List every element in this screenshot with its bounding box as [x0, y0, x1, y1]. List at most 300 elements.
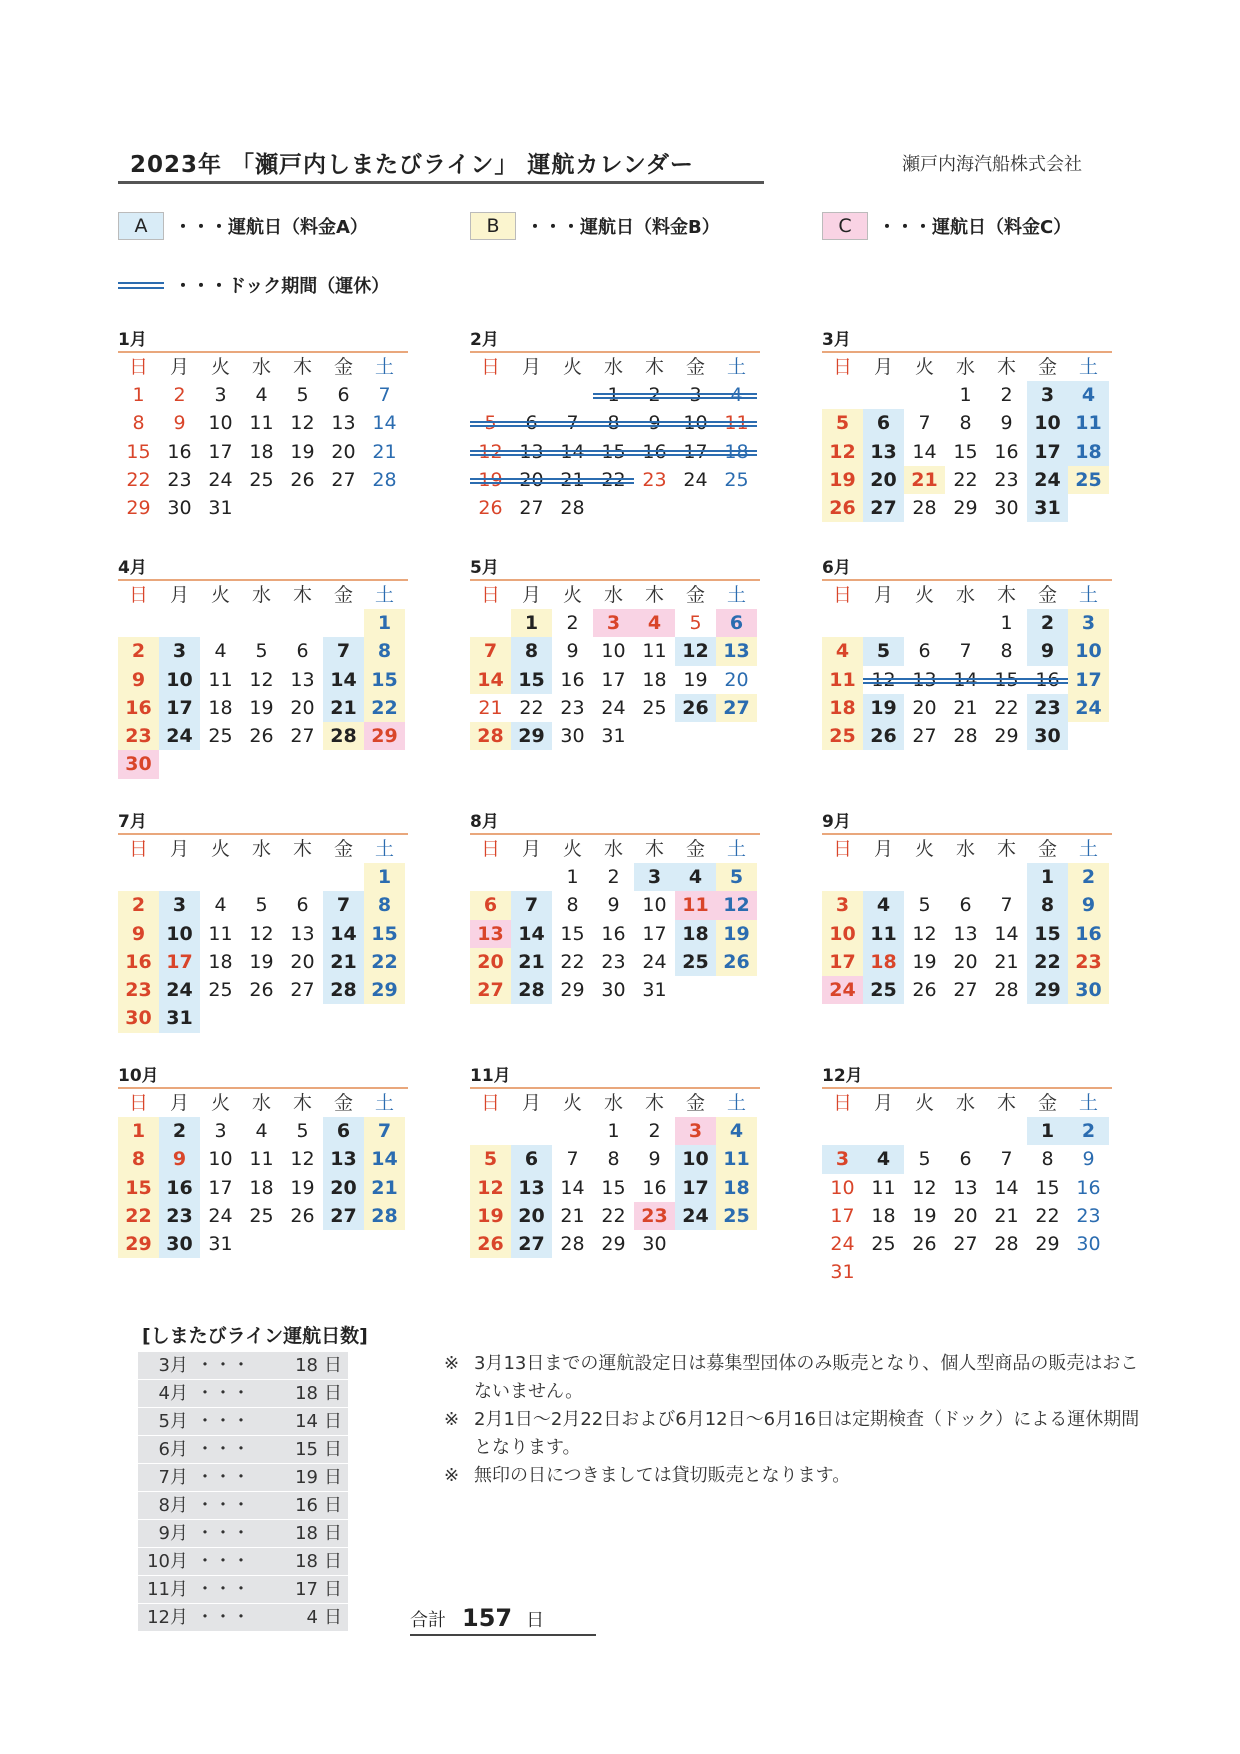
day-cell: 29: [511, 722, 552, 750]
empty-cell: [118, 863, 159, 891]
day-cell: 4: [863, 891, 904, 919]
summary-dots: ・・・: [196, 1551, 250, 1572]
week-row: [470, 609, 760, 637]
note-mark: ※: [444, 1465, 460, 1486]
day-cell: 13: [953, 922, 978, 945]
day-cell: 20: [724, 668, 749, 691]
day-cell: 29: [601, 1233, 626, 1256]
summary-row: [138, 1464, 348, 1492]
day-cell: 4: [255, 384, 268, 406]
summary-unit: 日: [324, 1411, 342, 1432]
day-cell: 28: [323, 722, 364, 750]
empty-cell: [945, 1258, 986, 1286]
summary-unit: 日: [324, 1551, 342, 1572]
day-cell: 27: [519, 497, 544, 520]
weekday-label: 火: [210, 356, 230, 378]
legend-b-text: ・・・運航日（料金B）: [526, 217, 720, 238]
empty-cell: [1068, 722, 1109, 750]
month-grid: [118, 351, 408, 522]
weekday-label: 土: [726, 1092, 746, 1114]
day-cell: 2: [118, 891, 159, 919]
day-cell: 27: [323, 1202, 364, 1230]
week-row: [470, 1230, 760, 1258]
day-cell: 13: [470, 920, 511, 948]
day-cell: 2: [1068, 1117, 1109, 1145]
summary-month: 5月: [158, 1411, 188, 1432]
day-cell: 19: [912, 950, 937, 973]
day-cell: 25: [249, 468, 274, 491]
weekday-label: 金: [1037, 584, 1057, 606]
day-cell: 20: [912, 696, 937, 719]
weekday-label: 月: [873, 584, 893, 606]
day-cell: 2: [1068, 863, 1109, 891]
day-cell: 28: [511, 976, 552, 1004]
week-row: [822, 976, 1112, 1004]
day-cell: 31: [159, 1004, 200, 1032]
weekday-label: 水: [955, 1092, 975, 1114]
day-cell: 30: [1068, 976, 1109, 1004]
summary-dots: ・・・: [196, 1411, 250, 1432]
day-cell: 14: [912, 440, 937, 463]
day-cell: 27: [716, 694, 757, 722]
weekday-label: 木: [996, 356, 1016, 378]
week-row: [118, 750, 408, 778]
day-cell: 17: [675, 1174, 716, 1202]
month-name: 1月: [118, 330, 147, 350]
day-cell: 29: [953, 497, 978, 520]
empty-cell: [904, 863, 945, 891]
day-cell: 9: [634, 409, 675, 437]
week-row: [470, 438, 760, 466]
day-cell: 16: [1076, 1176, 1101, 1199]
day-cell: 11: [675, 891, 716, 919]
week-row: [470, 381, 760, 409]
note-item: [444, 1462, 1144, 1490]
note-mark: ※: [444, 1409, 460, 1430]
weekday-label: 木: [292, 356, 312, 378]
day-cell: 13: [863, 438, 904, 466]
day-cell: 1: [364, 609, 405, 637]
day-cell: 6: [918, 640, 931, 663]
day-cell: 4: [214, 640, 227, 663]
day-cell: 26: [716, 948, 757, 976]
week-row: [822, 1258, 1112, 1286]
empty-cell: [1068, 1258, 1109, 1286]
day-cell: 12: [675, 637, 716, 665]
day-cell: 12: [249, 668, 274, 691]
week-row: [118, 863, 408, 891]
week-row: [118, 891, 408, 919]
day-cell: 8: [566, 894, 579, 917]
day-cell: 7: [470, 637, 511, 665]
day-cell: 5: [470, 409, 511, 437]
summary-unit: 日: [324, 1607, 342, 1628]
summary-dots: ・・・: [196, 1439, 250, 1460]
week-row: [470, 637, 760, 665]
day-cell: 23: [634, 1202, 675, 1230]
empty-cell: [282, 494, 323, 522]
day-cell: 24: [159, 722, 200, 750]
month-grid: [470, 351, 760, 522]
day-cell: 25: [249, 1204, 274, 1227]
day-cell: 5: [470, 1145, 511, 1173]
legend-c-swatch: C: [822, 212, 868, 240]
empty-cell: [241, 1004, 282, 1032]
week-row: [118, 381, 408, 409]
day-cell: 23: [118, 976, 159, 1004]
day-cell: 30: [601, 979, 626, 1002]
day-cell: 23: [994, 468, 1019, 491]
day-cell: 15: [364, 920, 405, 948]
weekday-header: [118, 581, 408, 609]
day-cell: 22: [118, 1202, 159, 1230]
day-cell: 8: [1041, 1148, 1054, 1171]
empty-cell: [675, 976, 716, 1004]
weekday-label: 土: [1078, 838, 1098, 860]
day-cell: 7: [323, 891, 364, 919]
day-cell: 18: [863, 948, 904, 976]
month-name: 3月: [822, 330, 851, 350]
day-cell: 16: [1027, 666, 1068, 694]
empty-cell: [282, 1004, 323, 1032]
day-cell: 30: [167, 497, 192, 520]
summary-month: 6月: [158, 1439, 188, 1460]
day-cell: 27: [953, 1233, 978, 1256]
day-cell: 22: [519, 696, 544, 719]
empty-cell: [118, 609, 159, 637]
empty-cell: [282, 609, 323, 637]
empty-cell: [552, 381, 593, 409]
weekday-label: 火: [562, 356, 582, 378]
summary-unit: 日: [324, 1355, 342, 1376]
weekday-label: 日: [480, 584, 500, 606]
empty-cell: [822, 1117, 863, 1145]
day-cell: 24: [683, 468, 708, 491]
empty-cell: [716, 722, 757, 750]
weekday-label: 月: [521, 584, 541, 606]
week-row: [822, 637, 1112, 665]
summary-month: 11月: [147, 1579, 188, 1600]
week-row: [470, 694, 760, 722]
weekday-label: 土: [374, 356, 394, 378]
month-grid: [470, 1087, 760, 1258]
weekday-label: 金: [333, 356, 353, 378]
day-cell: 21: [904, 466, 945, 494]
day-cell: 31: [642, 979, 667, 1002]
day-cell: 26: [478, 497, 503, 520]
day-cell: 6: [337, 384, 350, 406]
weekday-header: [822, 1089, 1112, 1117]
empty-cell: [716, 494, 757, 522]
day-cell: 22: [994, 696, 1019, 719]
day-cell: 4: [1068, 381, 1109, 409]
total-label: 合計: [410, 1610, 446, 1631]
day-cell: 15: [953, 440, 978, 463]
day-cell: 2: [1027, 609, 1068, 637]
day-cell: 17: [159, 694, 200, 722]
day-cell: 4: [255, 1120, 268, 1142]
day-cell: 21: [323, 694, 364, 722]
empty-cell: [282, 1230, 323, 1258]
day-cell: 10: [601, 640, 626, 663]
day-cell: 18: [249, 440, 274, 463]
day-cell: 28: [560, 497, 585, 520]
summary-dots: ・・・: [196, 1579, 250, 1600]
summary-count: 18: [295, 1383, 318, 1404]
day-cell: 2: [118, 637, 159, 665]
summary-unit: 日: [324, 1383, 342, 1404]
day-cell: 29: [126, 497, 151, 520]
summary-month: 4月: [158, 1383, 188, 1404]
week-row: [822, 1174, 1112, 1202]
day-cell: 16: [118, 694, 159, 722]
day-cell: 1: [1027, 863, 1068, 891]
day-cell: 15: [511, 666, 552, 694]
day-cell: 18: [208, 696, 233, 719]
day-cell: 10: [822, 920, 863, 948]
day-cell: 27: [953, 979, 978, 1002]
day-cell: 12: [912, 922, 937, 945]
day-cell: 14: [994, 922, 1019, 945]
notes: [444, 1350, 1144, 1490]
day-cell: 12: [822, 438, 863, 466]
day-cell: 26: [675, 694, 716, 722]
day-cell: 16: [994, 440, 1019, 463]
summary-count: 18: [295, 1355, 318, 1376]
empty-cell: [511, 1117, 552, 1145]
day-cell: 5: [689, 612, 702, 634]
day-cell: 16: [642, 1176, 667, 1199]
day-cell: 5: [255, 894, 268, 917]
day-cell: 12: [249, 922, 274, 945]
empty-cell: [511, 863, 552, 891]
empty-cell: [675, 722, 716, 750]
day-cell: 3: [675, 381, 716, 409]
empty-cell: [323, 1230, 364, 1258]
summary-month: 12月: [147, 1607, 188, 1628]
legend-a-text: ・・・運航日（料金A）: [174, 217, 368, 238]
summary-row: [138, 1436, 348, 1464]
weekday-label: 月: [169, 838, 189, 860]
operation-days-summary: [138, 1321, 378, 1632]
weekday-header: [822, 581, 1112, 609]
day-cell: 2: [159, 1117, 200, 1145]
month-calendar: [470, 330, 760, 522]
day-cell: 24: [822, 976, 863, 1004]
day-cell: 13: [953, 1176, 978, 1199]
day-cell: 6: [296, 894, 309, 917]
summary-title: [しまたびライン運航日数]: [142, 1325, 368, 1347]
empty-cell: [863, 1117, 904, 1145]
day-cell: 18: [1068, 438, 1109, 466]
weekday-label: 火: [914, 1092, 934, 1114]
month-calendar: [118, 1066, 408, 1258]
weekday-label: 水: [251, 1092, 271, 1114]
weekday-label: 月: [521, 838, 541, 860]
day-cell: 4: [634, 609, 675, 637]
weekday-header: [470, 1089, 760, 1117]
day-cell: 4: [716, 1117, 757, 1145]
empty-cell: [863, 609, 904, 637]
day-cell: 29: [364, 722, 405, 750]
summary-dots: ・・・: [196, 1355, 250, 1376]
day-cell: 22: [364, 694, 405, 722]
empty-cell: [159, 609, 200, 637]
note-item: [444, 1406, 1144, 1462]
empty-cell: [200, 863, 241, 891]
day-cell: 13: [290, 668, 315, 691]
day-cell: 9: [118, 920, 159, 948]
day-cell: 3: [593, 609, 634, 637]
weekday-label: 火: [914, 584, 934, 606]
day-cell: 24: [1068, 694, 1109, 722]
summary-month: 8月: [158, 1495, 188, 1516]
day-cell: 21: [953, 696, 978, 719]
empty-cell: [593, 494, 634, 522]
month-calendar: [822, 558, 1112, 750]
summary-dots: ・・・: [196, 1383, 250, 1404]
empty-cell: [159, 750, 200, 778]
month-calendar: [822, 812, 1112, 1004]
day-cell: 14: [552, 438, 593, 466]
empty-cell: [904, 381, 945, 409]
summary-count: 16: [295, 1495, 318, 1516]
day-cell: 6: [716, 609, 757, 637]
month-name: 2月: [470, 330, 499, 350]
day-cell: 30: [994, 497, 1019, 520]
weekday-label: 水: [603, 584, 623, 606]
day-cell: 30: [118, 750, 159, 778]
week-row: [470, 920, 760, 948]
day-cell: 19: [470, 1202, 511, 1230]
day-cell: 11: [642, 640, 667, 663]
week-row: [822, 1117, 1112, 1145]
day-cell: 29: [1035, 1233, 1060, 1256]
day-cell: 24: [675, 1202, 716, 1230]
empty-cell: [945, 1117, 986, 1145]
day-cell: 22: [126, 468, 151, 491]
weekday-label: 日: [128, 1092, 148, 1114]
weekday-label: 日: [128, 584, 148, 606]
day-cell: 20: [953, 1204, 978, 1227]
day-cell: 16: [1068, 920, 1109, 948]
day-cell: 20: [863, 466, 904, 494]
month-calendar: [118, 558, 408, 779]
day-cell: 22: [560, 950, 585, 973]
legend-a-swatch: A: [118, 212, 164, 240]
summary-dots: ・・・: [196, 1467, 250, 1488]
day-cell: 8: [364, 891, 405, 919]
day-cell: 17: [1027, 438, 1068, 466]
week-row: [118, 609, 408, 637]
weekday-label: 月: [873, 1092, 893, 1114]
note-text: 無印の日につきましては貸切販売となります。: [474, 1465, 851, 1486]
empty-cell: [200, 1004, 241, 1032]
day-cell: 28: [994, 979, 1019, 1002]
month-grid: [118, 1087, 408, 1258]
day-cell: 28: [323, 976, 364, 1004]
day-cell: 10: [1027, 409, 1068, 437]
day-cell: 15: [126, 440, 151, 463]
day-cell: 11: [871, 1176, 896, 1199]
day-cell: 7: [918, 412, 931, 435]
weekday-label: 金: [685, 838, 705, 860]
day-cell: 3: [1068, 609, 1109, 637]
day-cell: 31: [208, 497, 233, 520]
day-cell: 25: [716, 1202, 757, 1230]
day-cell: 14: [323, 666, 364, 694]
day-cell: 27: [511, 1230, 552, 1258]
day-cell: 13: [511, 1174, 552, 1202]
day-cell: 14: [364, 1145, 405, 1173]
day-cell: 26: [912, 1233, 937, 1256]
empty-cell: [945, 609, 986, 637]
empty-cell: [364, 1004, 405, 1032]
day-cell: 12: [470, 438, 511, 466]
summary-row: [138, 1352, 348, 1380]
empty-cell: [323, 750, 364, 778]
day-cell: 13: [716, 637, 757, 665]
day-cell: 28: [470, 722, 511, 750]
day-cell: 21: [372, 440, 397, 463]
month-name: 8月: [470, 812, 499, 832]
day-cell: 6: [296, 640, 309, 663]
day-cell: 15: [593, 438, 634, 466]
weekday-label: 日: [832, 356, 852, 378]
day-cell: 17: [1068, 666, 1109, 694]
day-cell: 18: [822, 694, 863, 722]
weekday-label: 金: [333, 1092, 353, 1114]
week-row: [822, 863, 1112, 891]
weekday-label: 土: [726, 838, 746, 860]
legend-b-swatch: B: [470, 212, 516, 240]
weekday-label: 木: [292, 1092, 312, 1114]
empty-cell: [241, 1230, 282, 1258]
week-row: [470, 1145, 760, 1173]
day-cell: 12: [912, 1176, 937, 1199]
summary-dots: ・・・: [196, 1607, 250, 1628]
day-cell: 12: [290, 412, 315, 435]
weekday-label: 水: [603, 838, 623, 860]
day-cell: 11: [822, 666, 863, 694]
week-row: [470, 466, 760, 494]
week-row: [470, 409, 760, 437]
day-cell: 23: [1027, 694, 1068, 722]
day-cell: 27: [331, 468, 356, 491]
summary-table: [138, 1352, 378, 1632]
day-cell: 2: [634, 381, 675, 409]
total-value: 157: [462, 1604, 513, 1632]
week-row: [470, 863, 760, 891]
day-cell: 14: [372, 412, 397, 435]
day-cell: 19: [822, 466, 863, 494]
day-cell: 17: [675, 438, 716, 466]
day-cell: 7: [552, 409, 593, 437]
empty-cell: [822, 863, 863, 891]
day-cell: 20: [290, 950, 315, 973]
month-grid: [822, 833, 1112, 1004]
summary-month: 9月: [158, 1523, 188, 1544]
month-name: 5月: [470, 558, 499, 578]
weekday-label: 土: [1078, 356, 1098, 378]
day-cell: 17: [208, 1176, 233, 1199]
week-row: [470, 891, 760, 919]
week-row: [118, 976, 408, 1004]
day-cell: 13: [323, 1145, 364, 1173]
week-row: [822, 1230, 1112, 1258]
weekday-header: [118, 1089, 408, 1117]
day-cell: 9: [1068, 891, 1109, 919]
